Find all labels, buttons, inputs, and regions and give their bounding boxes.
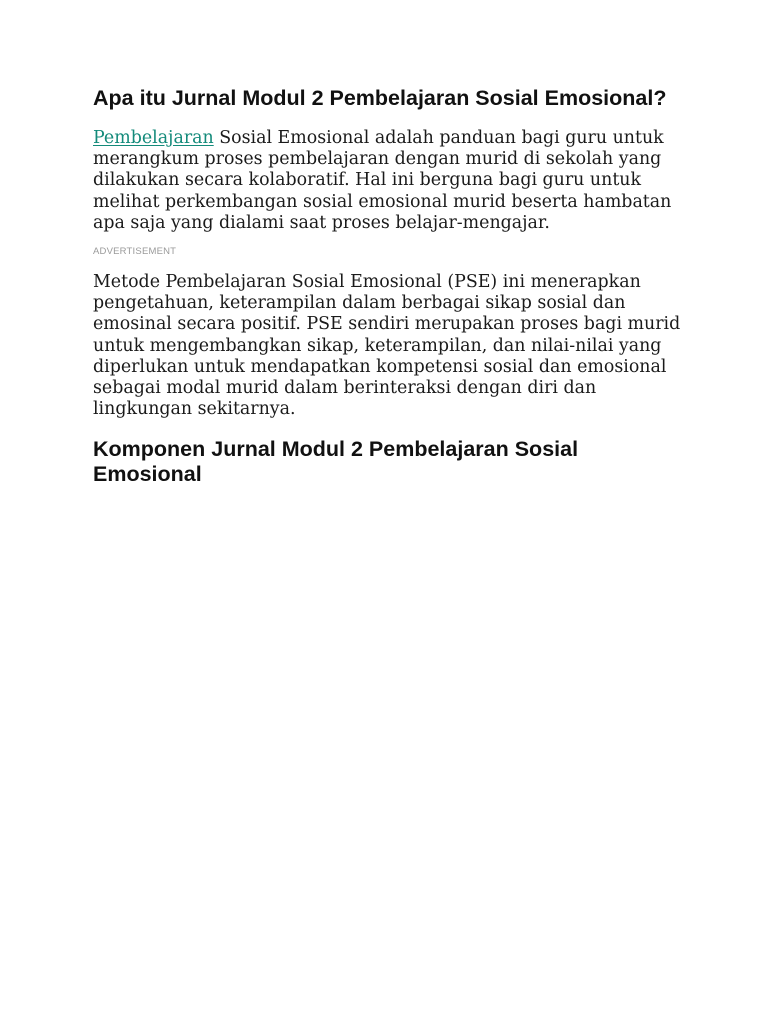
pembelajaran-link[interactable]: Pembelajaran (93, 128, 214, 148)
advertisement-label: ADVERTISEMENT (93, 246, 177, 258)
method-paragraph: Metode Pembelajaran Sosial Emosional (PSE) ini menerapkan pengetahuan, keterampilan dalam berbagai sikap sosial dan emosinal secara positif. PSE sendiri merupakan proses bagi murid untuk mengembangkan sikap, keterampilan, dan nilai-nilai yang diperlukan untuk mendapatkan kompetensi sosial dan emosional sebagai modal murid dalam berinteraksi dengan diri dan lingkungan sekitarnya. (93, 272, 681, 420)
section-heading-what-is: Apa itu Jurnal Modul 2 Pembelajaran Sosial Emosional? (93, 86, 667, 110)
intro-paragraph (93, 128, 683, 234)
intro-paragraph-text: Sosial Emosional adalah panduan bagi guru untuk merangkum proses pembelajaran dengan murid di sekolah yang dilakukan secara kolaboratif. Hal ini berguna bagi guru untuk melihat perkembangan sosial emosional murid beserta hambatan apa saja yang dialami saat proses belajar-mengajar. (93, 128, 672, 233)
article-body (93, 86, 683, 487)
section-heading-components: Komponen Jurnal Modul 2 Pembelajaran Sosial Emosional (93, 437, 579, 487)
